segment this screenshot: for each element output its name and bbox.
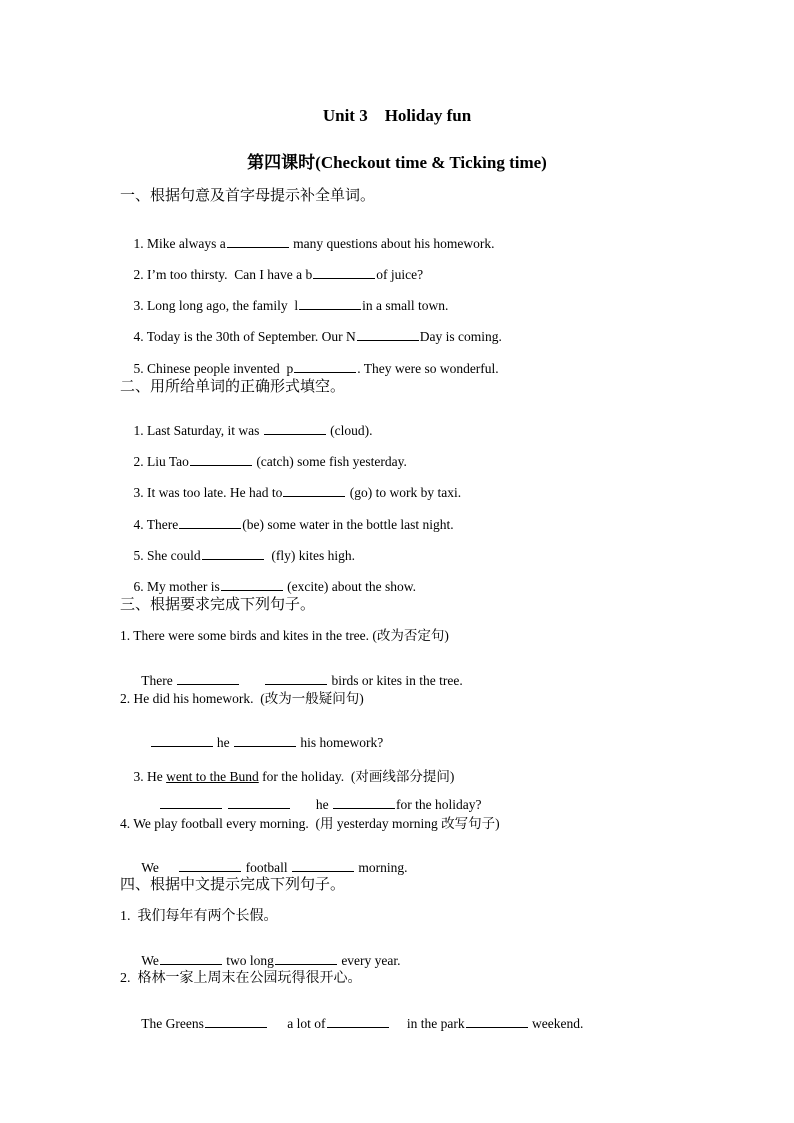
s2-question-2: 2. Liu Tao (catch) some fish yesterday. — [133, 454, 407, 469]
answer-blank[interactable] — [234, 734, 296, 747]
s1-question-3: 3. Long long ago, the family l in a small town. — [133, 298, 449, 313]
s3-answer-3: he for the holiday? — [145, 780, 481, 829]
underlined-phrase: went to the Bund — [166, 769, 259, 784]
s4-question-2: 2. 格林一家上周末在公园玩得很开心。 — [120, 971, 362, 986]
section-heading-2: 二、用所给单词的正确形式填空。 — [120, 379, 346, 395]
answer-blank[interactable] — [275, 952, 337, 965]
s1-question-1: 1. Mike always a many questions about his homework. — [133, 236, 495, 251]
answer-blank[interactable] — [160, 952, 222, 965]
section-heading-1: 一、根据句意及首字母提示补全单词。 — [120, 188, 376, 204]
s4-answer-1: We two long every year. — [141, 953, 401, 968]
answer-blank[interactable] — [283, 484, 345, 497]
s2-question-5: 5. She could (fly) kites high. — [133, 548, 355, 563]
answer-blank[interactable] — [179, 859, 241, 872]
answer-blank[interactable] — [177, 672, 239, 685]
s2-question-3: 3. It was too late. He had to (go) to work by taxi. — [133, 485, 462, 500]
answer-blank[interactable] — [265, 672, 327, 685]
answer-blank[interactable] — [190, 453, 252, 466]
answer-blank[interactable] — [466, 1015, 528, 1028]
answer-blank[interactable] — [227, 235, 289, 248]
answer-blank[interactable] — [221, 578, 283, 591]
section-heading-4: 四、根据中文提示完成下列句子。 — [120, 877, 346, 893]
s2-question-4: 4. There (be) some water in the bottle last night. — [133, 517, 454, 532]
s2-question-6: 6. My mother is (excite) about the show. — [133, 579, 416, 594]
answer-blank[interactable] — [292, 859, 354, 872]
answer-blank[interactable] — [160, 796, 222, 809]
answer-blank[interactable] — [264, 422, 326, 435]
answer-blank[interactable] — [179, 516, 241, 529]
page-title: Unit 3 Holiday fun — [322, 106, 472, 125]
answer-blank[interactable] — [299, 297, 361, 310]
answer-blank[interactable] — [228, 796, 290, 809]
answer-blank[interactable] — [205, 1015, 267, 1028]
s3-answer-1: There birds or kites in the tree. — [141, 673, 463, 688]
s1-question-4: 4. Today is the 30th of September. Our N Day is coming. — [133, 329, 502, 344]
section-heading-3: 三、根据要求完成下列句子。 — [120, 597, 316, 613]
s1-question-5: 5. Chinese people invented p . They were so wonderful. — [133, 361, 499, 376]
s3-question-2: 2. He did his homework. (改为一般疑问句) — [120, 691, 364, 706]
answer-blank[interactable] — [327, 1015, 389, 1028]
answer-blank[interactable] — [357, 328, 419, 341]
s3-answer-4: We football morning. — [141, 860, 408, 875]
answer-blank[interactable] — [151, 734, 213, 747]
s3-question-3: 3. He went to the Bund for the holiday. (对画线部分提问) — [133, 769, 455, 784]
s3-question-1: 1. There were some birds and kites in the tree. (改为否定句) — [120, 628, 449, 643]
page-subtitle: 第四课时(Checkout time & Ticking time) — [247, 153, 547, 172]
s1-question-2: 2. I’m too thirsty. Can I have a b of juice? — [133, 267, 424, 282]
s4-answer-2: The Greens a lot of in the park weekend. — [141, 1016, 584, 1031]
answer-blank[interactable] — [202, 547, 264, 560]
s3-answer-2: he his homework? — [136, 718, 383, 767]
answer-blank[interactable] — [294, 360, 356, 373]
answer-blank[interactable] — [333, 796, 395, 809]
s3-question-4: 4. We play football every morning. (用 yesterday morning 改写句子) — [120, 816, 500, 831]
s4-question-1: 1. 我们每年有两个长假。 — [120, 909, 278, 924]
s2-question-1: 1. Last Saturday, it was (cloud). — [133, 423, 373, 438]
answer-blank[interactable] — [313, 266, 375, 279]
